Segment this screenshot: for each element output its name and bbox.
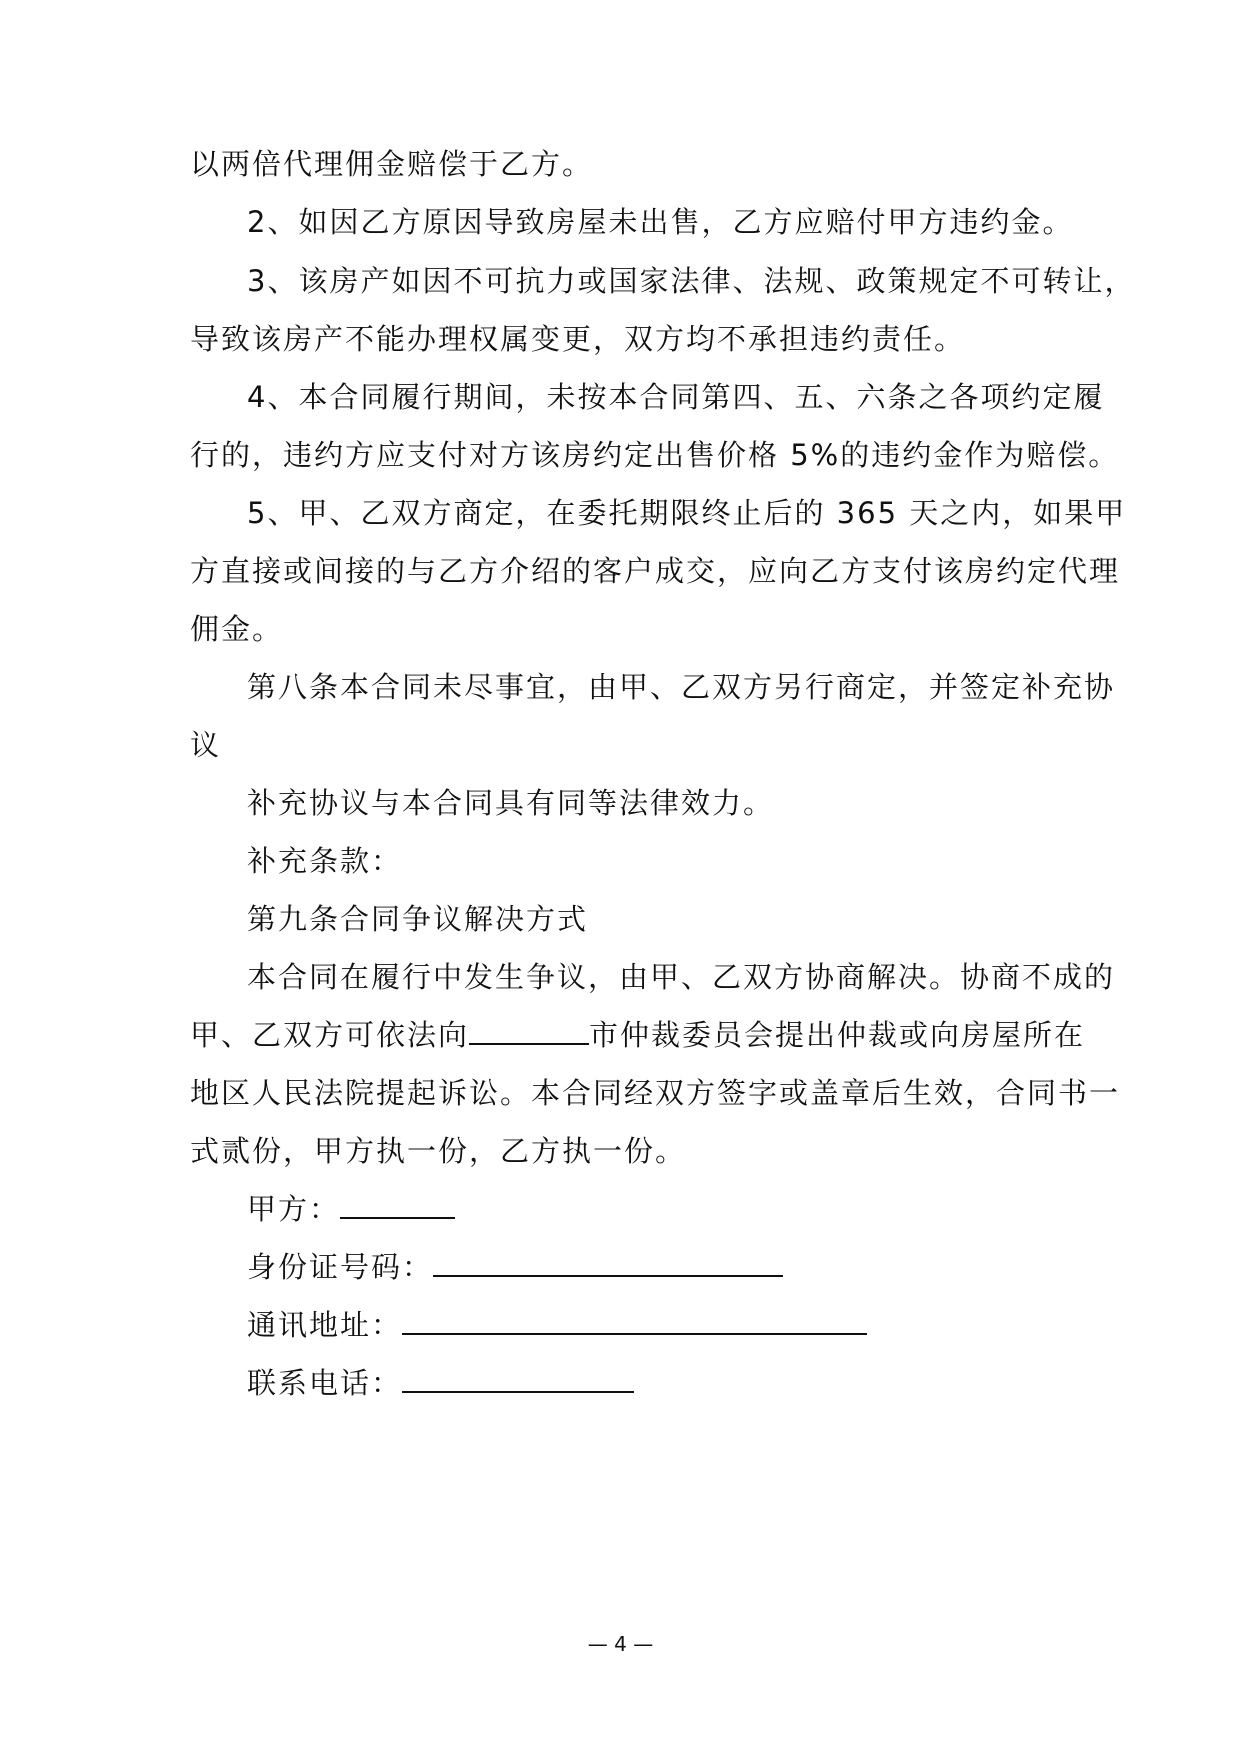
- signature-field-id-number: [247, 1247, 783, 1287]
- signature-field-phone: [247, 1363, 634, 1403]
- paragraph-line: 议: [190, 728, 222, 762]
- paragraph-line: 3、该房产如因不可抗力或国家法律、法规、政策规定不可转让，: [247, 264, 1136, 298]
- paragraph-line: 第八条本合同未尽事宜，由甲、乙双方另行商定，并签定补充协: [247, 670, 1116, 704]
- paragraph-line: 地区人民法院提起诉讼。本合同经双方签字或盖章后生效，合同书一: [190, 1076, 1121, 1110]
- arbitration-line: [190, 1015, 1085, 1055]
- id-number-blank[interactable]: [433, 1247, 783, 1277]
- paragraph-line: 行的，违约方应支付对方该房约定出售价格 5%的违约金作为赔偿。: [190, 438, 1120, 472]
- signature-label: 联系电话：: [247, 1366, 403, 1400]
- signature-field-address: [247, 1305, 867, 1345]
- section-heading: 第九条合同争议解决方式: [247, 902, 589, 936]
- paragraph-line: 本合同在履行中发生争议，由甲、乙双方协商解决。协商不成的: [247, 960, 1116, 994]
- paragraph-line: 2、如因乙方原因导致房屋未出售，乙方应赔付甲方违约金。: [247, 205, 1074, 239]
- paragraph-line: 5、甲、乙双方商定，在委托期限终止后的 365 天之内，如果甲: [247, 496, 1127, 530]
- arbitration-city-blank[interactable]: [469, 1015, 589, 1045]
- paragraph-line: 方直接或间接的与乙方介绍的客户成交，应向乙方支付该房约定代理: [190, 554, 1121, 588]
- phone-blank[interactable]: [402, 1363, 634, 1393]
- paragraph-line: 补充协议与本合同具有同等法律效力。: [247, 786, 775, 820]
- paragraph-line: 佣金。: [190, 612, 284, 646]
- signature-field-party-a: [247, 1189, 455, 1229]
- paragraph-line: 导致该房产不能办理权属变更，双方均不承担违约责任。: [190, 322, 966, 356]
- arbitration-text-after: 市仲裁委员会提出仲裁或向房屋所在: [589, 1018, 1086, 1052]
- signature-label: 身份证号码：: [247, 1250, 434, 1284]
- page-number: — 4 —: [587, 1632, 654, 1656]
- signature-label: 通讯地址：: [247, 1308, 403, 1342]
- paragraph-line: 式贰份，甲方执一份，乙方执一份。: [190, 1134, 687, 1168]
- signature-label: 甲方：: [247, 1192, 341, 1226]
- paragraph-line: 4、本合同履行期间，未按本合同第四、五、六条之各项约定履: [247, 380, 1105, 414]
- address-blank[interactable]: [402, 1305, 867, 1335]
- party-a-blank[interactable]: [340, 1189, 455, 1219]
- paragraph-line: 以两倍代理佣金赔偿于乙方。: [190, 147, 594, 181]
- paragraph-line: 补充条款：: [247, 844, 403, 878]
- arbitration-text-before: 甲、乙双方可依法向: [190, 1018, 470, 1052]
